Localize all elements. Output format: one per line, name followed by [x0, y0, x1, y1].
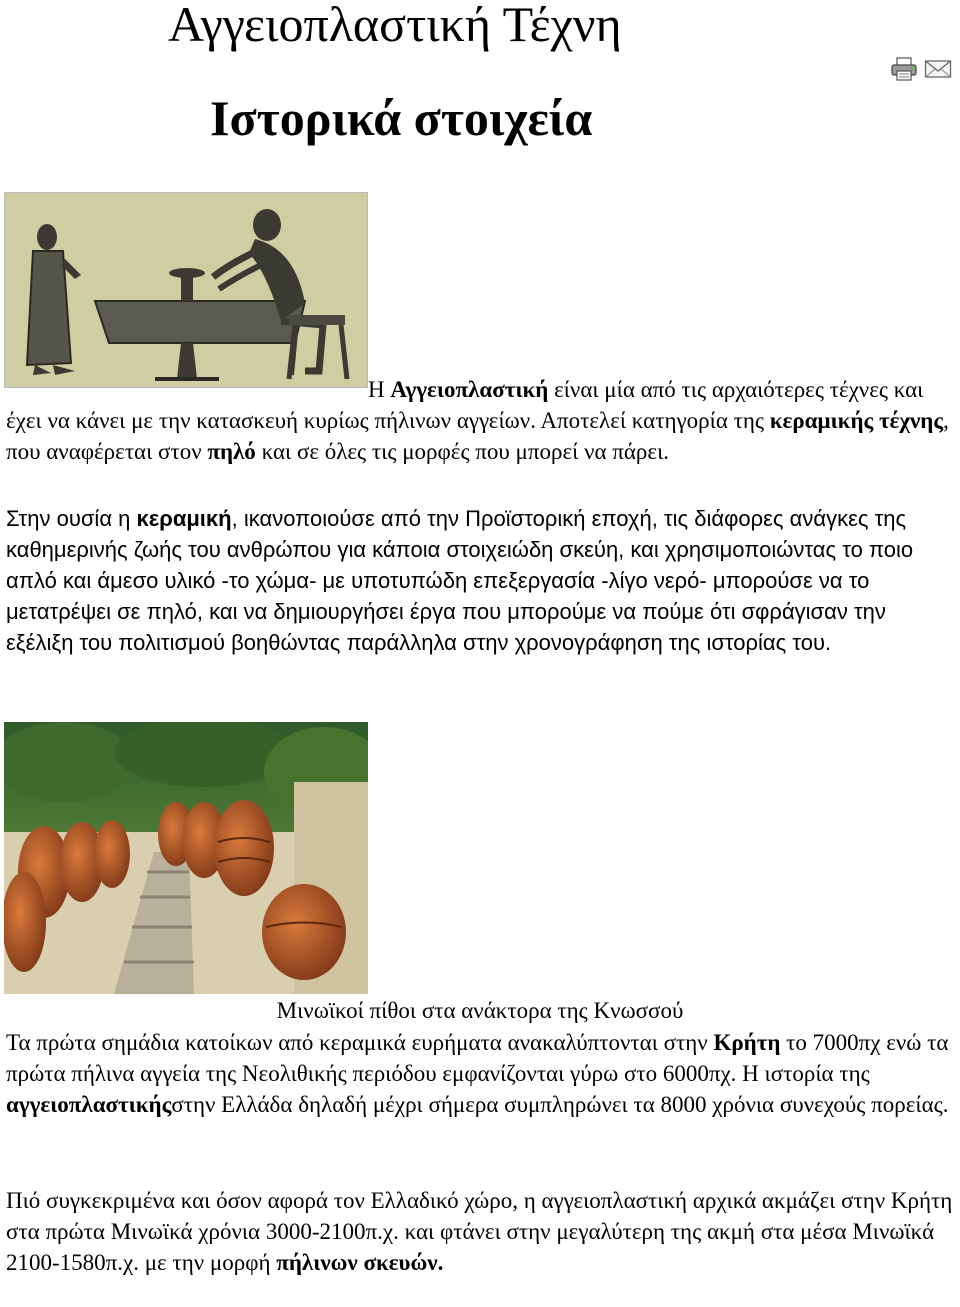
crete-paragraph: Τα πρώτα σημάδια κατοίκων από κεραμικά ευρήματα ανακαλύπτονται στην Κρήτη το 7000πχ ενώ τα πρώτα πήλινα αγγεία της Νεολιθικής περιόδου εμφανίζονται γύρω στο 6000πχ. Η ιστορία της αγγειοπλαστικήςστην Ελλάδα δηλαδή μέχρι σήμερα συμπληρώνει τα 8000 χρόνια συνεχούς πορείας. [6, 1030, 949, 1117]
printer-icon[interactable] [890, 57, 918, 86]
page-tools [890, 57, 952, 86]
envelope-icon[interactable] [924, 57, 952, 86]
minoan-pithoi-photo [4, 722, 368, 994]
page-title: Αγγειοπλαστική Τέχνη [168, 0, 622, 52]
potter-illustration [4, 192, 368, 388]
page-subtitle: Ιστορικά στοιχεία [210, 90, 593, 146]
intro-paragraph: Η Αγγειοπλαστική είναι μία από τις αρχαιότερες τέχνες και έχει να κάνει με την κατασκευή κυρίως πήλινων αγγείων. Αποτελεί κατηγορία της κεραμικής τέχνης, που αναφέρεται στον πηλό και σε όλες τις μορφές που μπορεί να πάρει. [6, 377, 949, 464]
photo-caption: Μινωϊκοί πίθοι στα ανάκτορα της Κνωσσού [276, 998, 684, 1023]
essence-paragraph: Στην ουσία η κεραμική, ικανοποιούσε από την Προϊστορική εποχή, τις διάφορες ανάγκες της καθημερινής ζωής του ανθρώπου για κάποια στοιχειώδη σκεύη, και χρησιμοποιώντας το ποιο απλό και άμεσο υλικό -το χώμα- με υποτυπώδη επεξεργασία -λίγο νερό- μπορούσε να το μετατρέψει σε πηλό, και να δημιουργήσει έργα που μπορούμε να πούμε ότι σφράγισαν την εξέλιξη του πολιτισμού βοηθώντας παράλληλα στην χρονογράφηση της ιστορίας του. [6, 506, 914, 655]
greece-paragraph: Πιό συγκεκριμένα και όσον αφορά τον Ελλαδικό χώρο, η αγγειοπλαστική αρχικά ακμάζει στην Κρήτη στα πρώτα Μινωϊκά χρόνια 3000-2100π.χ. και φτάνει στην μεγαλύτερη της ακμή στα μέσα Μινωϊκά 2100-1580π.χ. με την μορφή πήλινων σκευών. [6, 1188, 953, 1275]
